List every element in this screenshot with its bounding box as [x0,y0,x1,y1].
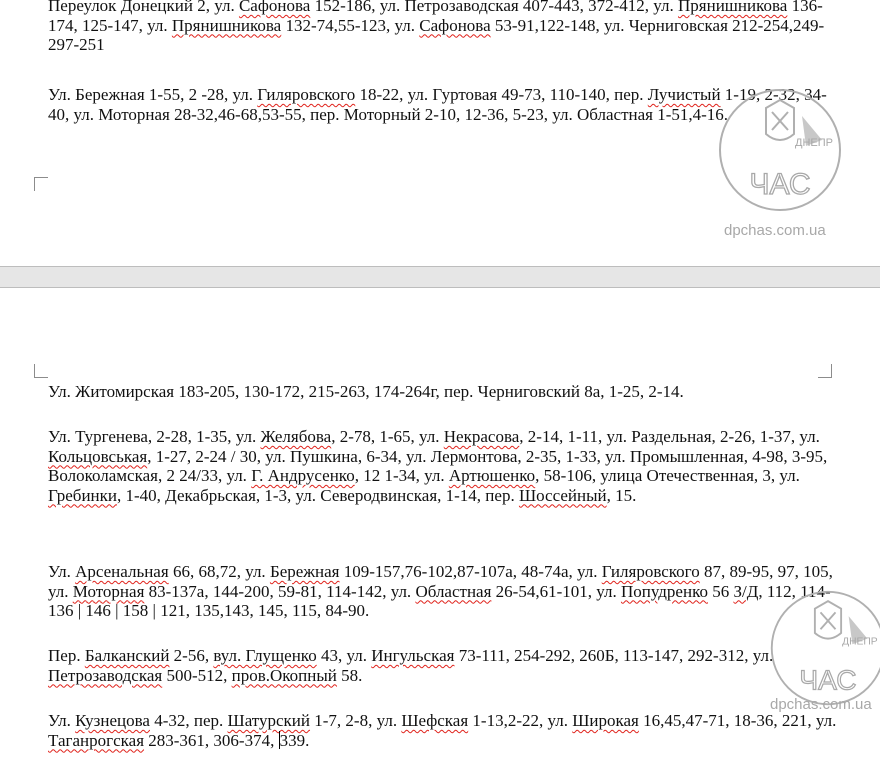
misspelled-word: Сафонова [419,15,491,35]
text-run: 18-22, ул. Гуртовая 49-73, 110-140, пер. [355,85,648,104]
text-run: 56 [707,581,734,601]
misspelled-word: Кузнецова [75,711,150,730]
misspelled-word: Ингульская [371,646,455,665]
misspelled-word: Шатурский [227,711,311,730]
text-run: , 15. [606,485,637,505]
text-run: Переулок Донецкий 2, ул. [48,0,239,15]
text-run: 53-91,122-148, ул. Черниговская 212-254,249-297-251 [48,15,825,54]
misspelled-word: Таганрогская [48,730,145,750]
misspelled-word: Бережная [269,562,340,581]
text-run: Ул. Житомирская 183-205, 130-172, 215-263, 174-264г, пер. Черниговский 8а, 1-25, 2-14. [48,382,684,401]
text-run: 43, ул. [316,646,372,665]
watermark-brand-top: ДНЕПР [842,636,878,648]
misspelled-word: Кольцовськая [48,446,148,466]
text-run: 132-74,55-123, ул. [281,15,420,35]
misspelled-word: Шефская [401,711,469,730]
address-paragraph [48,0,838,55]
watermark-site: dpchas.com.ua [724,222,826,239]
text-run: 87, 89-95, 97, 105, ул. [48,562,833,601]
document-page-2 [0,288,880,764]
text-run: 152-186, ул. Петрозаводская 407-443, 372-412, ул. [310,0,678,15]
misspelled-word: вул. Глущенко [213,646,317,665]
misspelled-word: Попудренко [620,581,708,601]
misspelled-word: Широкая [572,711,639,730]
text-run: 1-19, 2-32, 34-40, ул. Моторная 28-32,46-68,53-55, пер. Моторный 2-10, 12-36, 5-23, ул. Областная 1-51,4-16. [48,85,827,124]
text-run: Ул. [48,562,76,581]
text-run: Пер. [48,646,85,665]
text-run: 73-111, 254-292, 260Б, 113-147, 292-312, ул. [454,646,774,665]
text-run: 500-512, [162,665,232,685]
page-corner-mark [34,364,48,378]
page-corner-mark [818,364,832,378]
page-corner-mark [34,177,48,191]
misspelled-word: Г. Андрусенко [251,466,355,485]
dpchas-watermark [768,588,880,708]
text-run: 1-7, 2-8, ул. [310,711,402,730]
text-run: , 58-106, улица Отечественная, 3, ул. [535,466,800,485]
text-run: 283-361, 306-374, [144,730,279,750]
text-run: Ул. Тургенева, 2-28, 1-35, ул. [48,427,261,446]
misspelled-word: Прянишникова [678,0,788,15]
text-run: 58. [336,665,363,685]
misspelled-word: Гиляровского [257,85,356,104]
address-paragraph [48,562,838,621]
text-run: , 112, 114-136 | 146 | 158 | 121, 135,143, 145, 115, 84-90. [48,581,831,620]
watermark-brand-main: ЧАС [799,664,857,696]
watermark-site: dpchas.com.ua [770,696,872,713]
text-run: , 2-14, 1-11, ул. Раздельная, 2-26, 1-37, ул. [519,427,820,446]
misspelled-word: Гиляровского [601,562,700,581]
document-page-1 [0,0,880,266]
address-paragraph [48,646,838,685]
misspelled-word: З/Д [733,581,759,601]
text-run: 136-174, 125-147, ул. [48,0,823,35]
text-run: 4-32, пер. [149,711,228,730]
misspelled-word: Арсенальная [75,562,169,581]
text-run: 83-137а, 144-200, 59-81, 114-142, ул. [144,581,416,601]
text-run: , 1-27, 2-24 / 30, ул. Пушкина, 6-34, ул. Лермонтова, 2-35, 1-33, ул. Промышленная, 4-98, 3-95, Волоколамская, 2 24/33, ул. [48,446,828,485]
misspelled-word: пров.Окопный [231,665,337,685]
text-run: 66, 68,72, ул. [168,562,270,581]
text-run: 109-157,76-102,87-107а, 48-74а, ул. [339,562,602,581]
text-run: , 1-40, Декабрьская, 1-3, ул. Северодвинская, 1-14, пер. [117,485,519,505]
misspelled-word: Моторная [72,581,145,601]
address-paragraph [48,427,838,505]
text-run: 2-56, [169,646,214,665]
misspelled-word: Сафонова [238,0,311,15]
text-run: Ул. Бережная 1-55, 2 -28, ул. [48,85,258,104]
watermark-brand-top: ДНЕПР [795,137,833,149]
text-run: , 12 1-34, ул. [354,466,449,485]
text-run: 1-13,2-22, ул. [468,711,573,730]
dpchas-watermark [716,86,844,214]
misspelled-word: Лучистый [647,85,721,104]
misspelled-word: Некрасова [443,427,520,446]
address-paragraph [48,382,838,402]
misspelled-word: Артюшенко [448,466,536,485]
dpchas-logo-icon [716,86,844,214]
misspelled-word: Прянишникова [171,15,282,35]
page-separator [0,266,880,288]
text-run: Ул. [48,711,76,730]
misspelled-word: Петрозаводская [48,665,163,685]
misspelled-word: Шоссейный [518,485,607,505]
text-run: 339. [279,730,310,750]
misspelled-word: Желябова [260,427,332,446]
text-run: 16,45,47-71, 18-36, 221, ул. [638,711,837,730]
misspelled-word: Гребинки [48,485,118,505]
misspelled-word: Балканский [84,646,170,665]
text-run: , 2-78, 1-65, ул. [331,427,444,446]
watermark-brand-main: ЧАС [749,168,811,201]
misspelled-word: Областная [415,581,492,601]
dpchas-logo-icon [768,588,880,708]
text-run: 26-54,61-101, ул. [491,581,621,601]
address-paragraph [48,711,838,750]
